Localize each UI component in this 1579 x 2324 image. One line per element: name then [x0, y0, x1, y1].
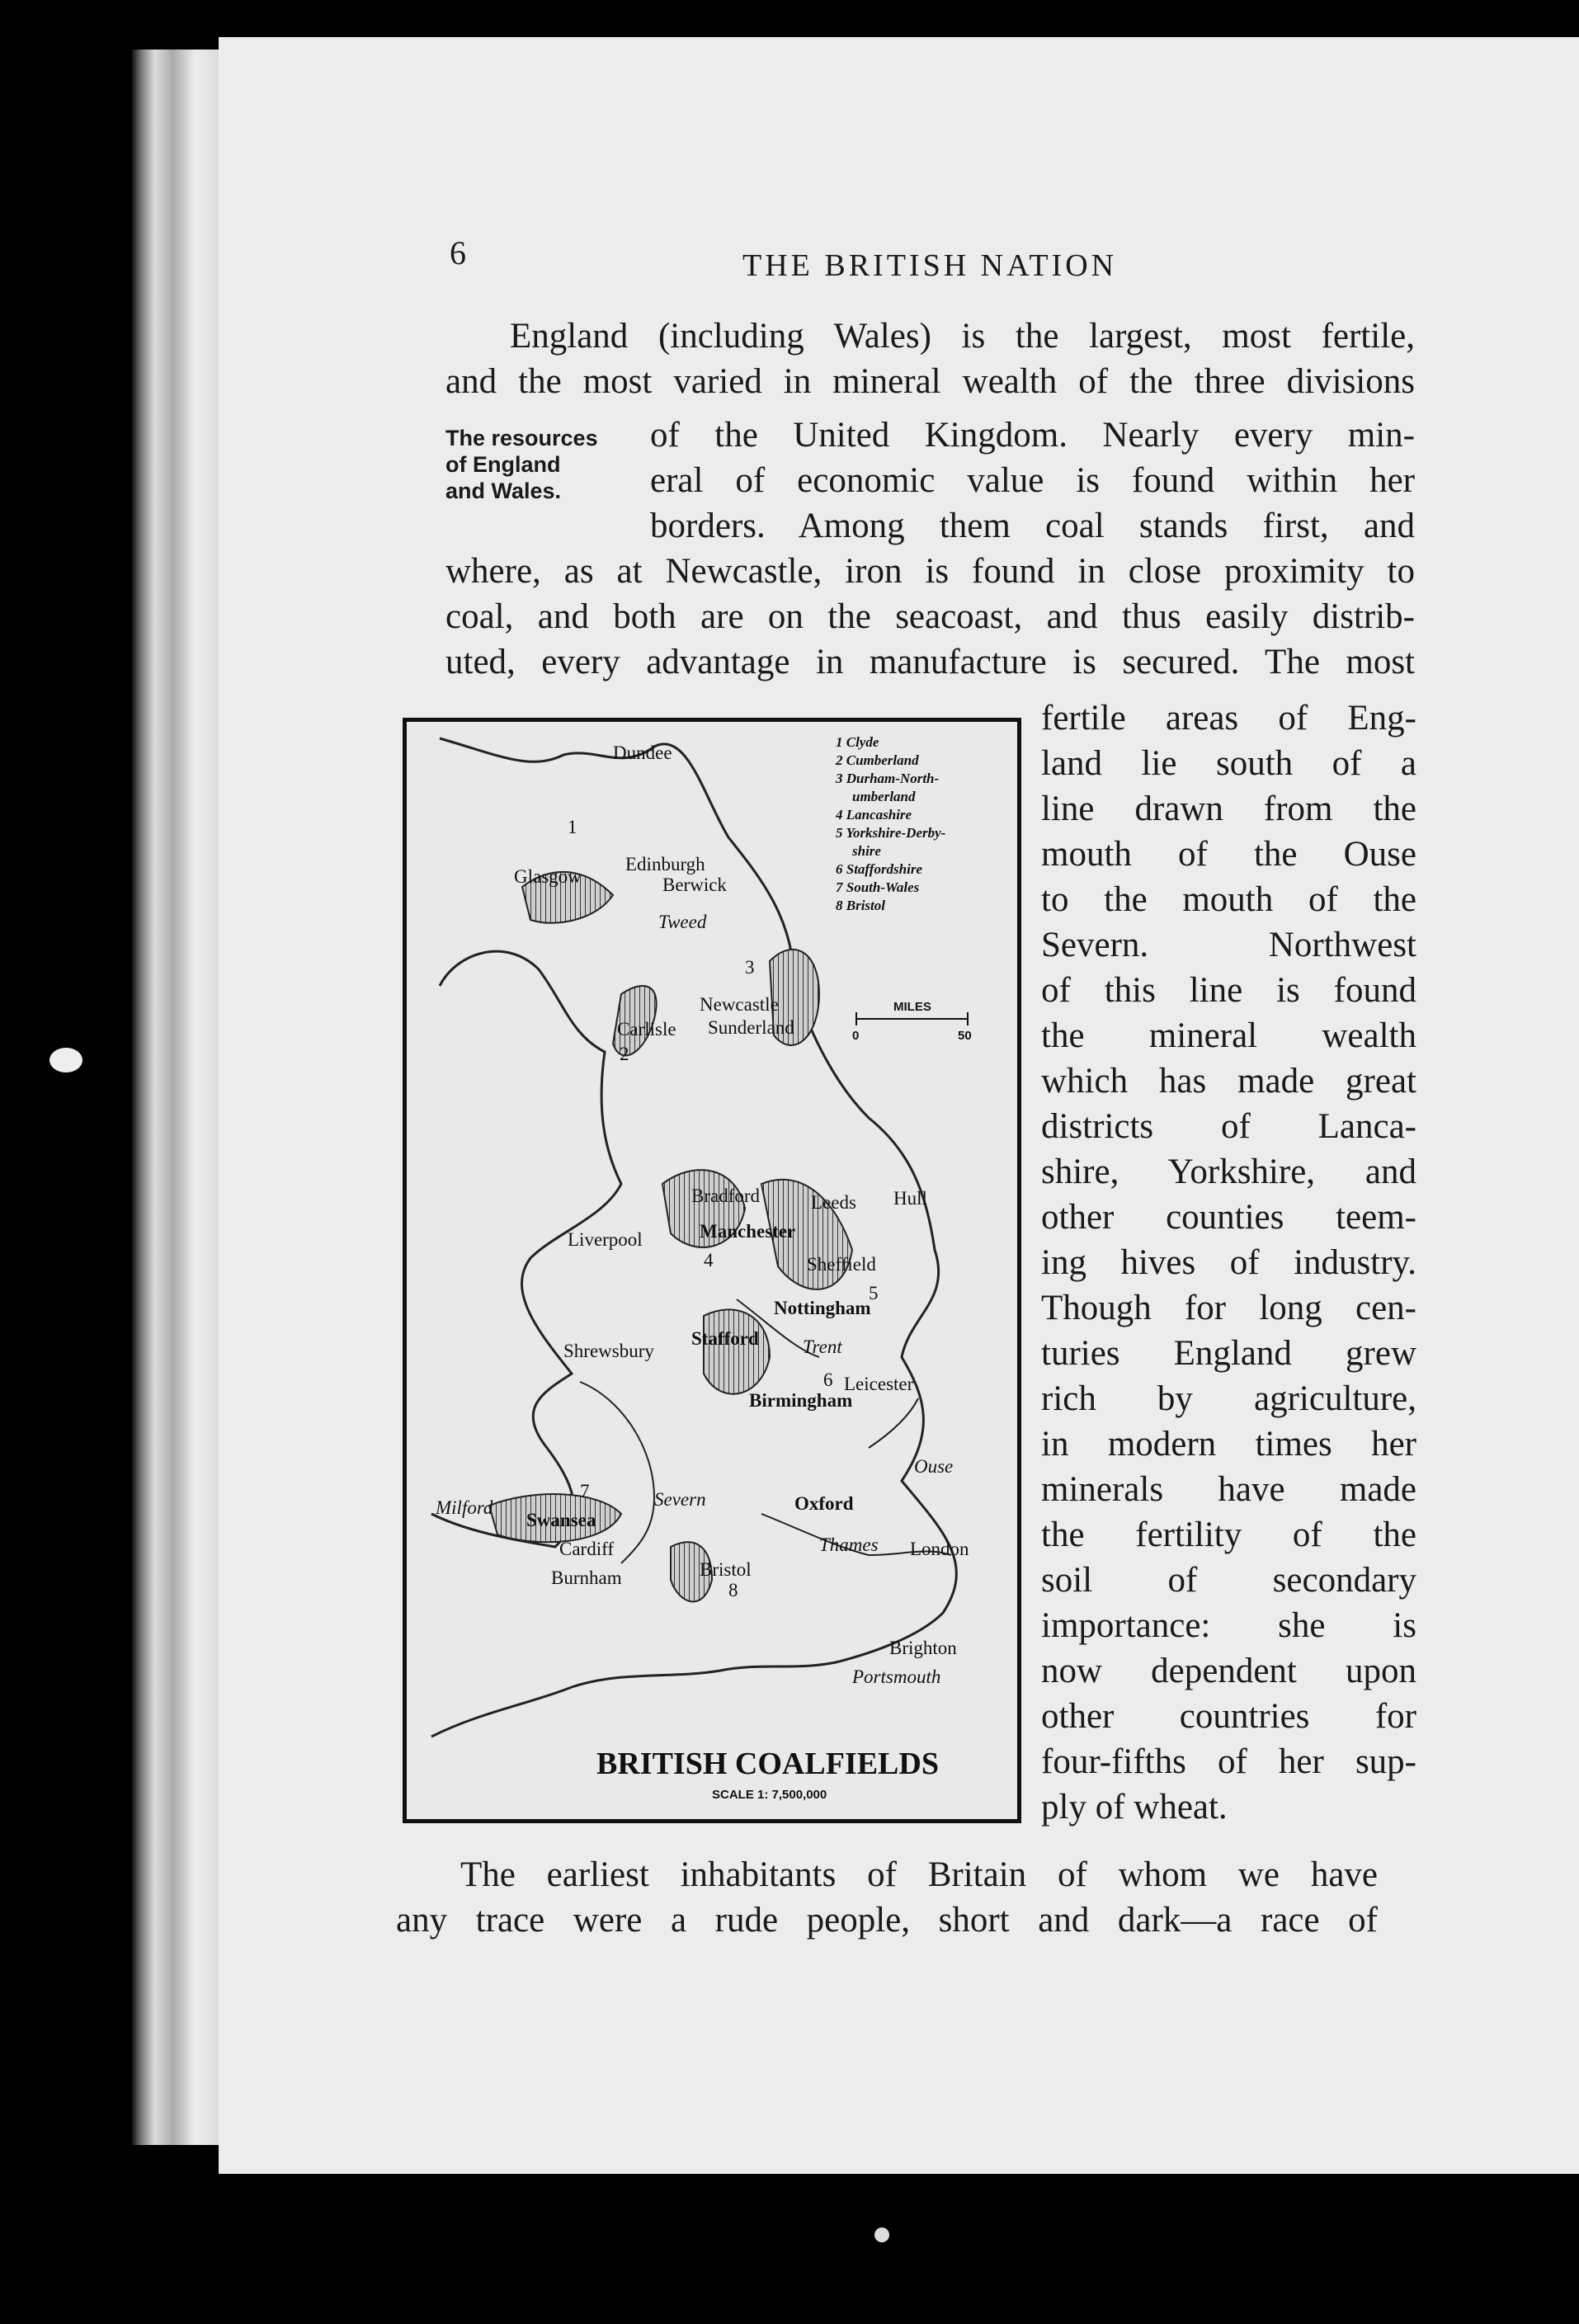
- field-number: 7: [580, 1481, 590, 1501]
- text-line: soil of secondary: [1041, 1561, 1416, 1600]
- text-line: uted, every advantage in manufacture is secured. The most: [445, 643, 1415, 681]
- place-label: Milford: [436, 1497, 493, 1518]
- text-line: minerals have made: [1041, 1470, 1416, 1509]
- text-line: land lie south of a: [1041, 744, 1416, 783]
- sidenote-line: and Wales.: [445, 478, 562, 503]
- text-line: any trace were a rude people, short and dark—a race of: [396, 1901, 1378, 1940]
- text-line: Severn. Northwest: [1041, 926, 1416, 964]
- text-line: coal, and both are on the seacoast, and thus easily distrib-: [445, 597, 1415, 636]
- text-line: Though for long cen-: [1041, 1289, 1416, 1327]
- paragraph-1-indented: [650, 412, 1415, 549]
- text-line: mouth of the Ouse: [1041, 835, 1416, 874]
- paragraph-1: [445, 313, 1415, 404]
- text-line: rich by agriculture,: [1041, 1379, 1416, 1418]
- text-line: in modern times her: [1041, 1425, 1416, 1464]
- sidenote-line: The resources: [445, 426, 598, 450]
- sidenote-line: of England: [445, 452, 561, 477]
- field-number: 1: [568, 817, 577, 837]
- legend-item: umberland: [852, 789, 916, 804]
- place-label: Newcastle: [700, 994, 779, 1015]
- place-label: Dundee: [613, 742, 672, 763]
- text-line: fertile areas of Eng-: [1041, 699, 1416, 738]
- place-label: Hull: [893, 1188, 927, 1209]
- legend-item: 7 South-Wales: [836, 879, 920, 895]
- place-label: Berwick: [662, 874, 727, 895]
- text-line: England (including Wales) is the largest, most fertile,: [510, 317, 1415, 356]
- place-label: Thames: [819, 1534, 879, 1555]
- place-label: Carlisle: [617, 1019, 676, 1039]
- map-title: BRITISH COALFIELDS: [596, 1747, 939, 1781]
- sidenote: [445, 425, 598, 504]
- place-label: Nottingham: [774, 1298, 871, 1318]
- place-label: Leeds: [811, 1192, 856, 1213]
- place-label: Birmingham: [749, 1390, 853, 1411]
- text-line: the fertility of the: [1041, 1516, 1416, 1554]
- place-label: Shrewsbury: [563, 1341, 654, 1361]
- scale-bar-end: 50: [958, 1029, 972, 1043]
- scan-artifact: [874, 2227, 889, 2242]
- field-number: 2: [620, 1044, 629, 1064]
- place-label: Glasgow: [514, 866, 582, 887]
- place-label: Trent: [803, 1336, 842, 1357]
- text-line: eral of economic value is found within her: [650, 461, 1415, 500]
- legend-item: 4 Lancashire: [836, 807, 912, 823]
- text-line: the mineral wealth: [1041, 1016, 1416, 1055]
- place-label: Cardiff: [559, 1539, 615, 1559]
- place-label: Manchester: [700, 1221, 796, 1242]
- field-number: 6: [823, 1369, 833, 1390]
- paragraph-1-full: [445, 549, 1415, 685]
- legend-item: shire: [852, 843, 881, 859]
- legend-item: 1 Clyde: [836, 734, 879, 750]
- map-drawing: [407, 722, 1017, 1819]
- text-line: districts of Lanca-: [1041, 1107, 1416, 1146]
- text-line: other counties teem-: [1041, 1198, 1416, 1237]
- paragraph-2: [396, 1852, 1378, 1943]
- text-line: ply of wheat.: [1041, 1788, 1228, 1827]
- place-label: Portsmouth: [852, 1666, 941, 1687]
- text-line: line drawn from the: [1041, 790, 1416, 828]
- river-ouse: [869, 1398, 918, 1448]
- place-label: Stafford: [691, 1328, 759, 1349]
- place-label: London: [910, 1539, 969, 1559]
- place-label: Sunderland: [708, 1017, 794, 1038]
- field-number: 5: [869, 1283, 879, 1303]
- place-label: Leicester: [844, 1374, 914, 1394]
- place-label: Brighton: [889, 1638, 957, 1658]
- text-line: where, as at Newcastle, iron is found in close proximity to: [445, 552, 1415, 591]
- page-number: 6: [450, 234, 466, 271]
- place-label: Oxford: [794, 1493, 854, 1514]
- legend-item: 6 Staffordshire: [836, 861, 923, 877]
- text-line: other countries for: [1041, 1697, 1416, 1736]
- book-spine: [132, 49, 223, 2145]
- scale-bar-label: MILES: [893, 1000, 931, 1014]
- right-column-text: [1041, 695, 1416, 1830]
- map-scale: SCALE 1: 7,500,000: [712, 1788, 827, 1802]
- legend-item: 2 Cumberland: [836, 752, 919, 768]
- coalfields-map: [403, 718, 1021, 1823]
- coalfield-staffordshire: [704, 1309, 770, 1393]
- text-line: which has made great: [1041, 1062, 1416, 1101]
- field-number: 3: [745, 957, 755, 978]
- place-label: Sheffield: [807, 1254, 876, 1275]
- scale-bar-start: 0: [852, 1029, 860, 1043]
- text-line: to the mouth of the: [1041, 880, 1416, 919]
- place-label: Liverpool: [568, 1229, 643, 1250]
- place-label: Bradford: [691, 1186, 761, 1206]
- text-line: importance: she is: [1041, 1606, 1416, 1645]
- text-line: turies England grew: [1041, 1334, 1416, 1373]
- text-line: now dependent upon: [1041, 1652, 1416, 1690]
- place-label: Bristol: [700, 1559, 752, 1580]
- text-line: The earliest inhabitants of Britain of whom we have: [460, 1855, 1378, 1894]
- place-label: Tweed: [658, 912, 707, 932]
- text-line: ing hives of industry.: [1041, 1243, 1416, 1282]
- scan-artifact: [49, 1048, 82, 1072]
- field-number: 8: [728, 1580, 738, 1600]
- text-line: four-fifths of her sup-: [1041, 1742, 1416, 1781]
- text-line: borders. Among them coal stands first, and: [650, 507, 1415, 545]
- text-line: shire, Yorkshire, and: [1041, 1153, 1416, 1191]
- place-label: Severn: [654, 1489, 706, 1510]
- running-head: THE BRITISH NATION: [742, 248, 1118, 283]
- legend-item: 8 Bristol: [836, 898, 885, 913]
- field-number: 4: [704, 1250, 714, 1270]
- legend-item: 5 Yorkshire-Derby-: [836, 825, 946, 841]
- place-label: Burnham: [551, 1567, 622, 1588]
- text-line: and the most varied in mineral wealth of the three divisions: [445, 362, 1415, 401]
- legend-item: 3 Durham-North-: [836, 771, 940, 786]
- text-line: of this line is found: [1041, 971, 1416, 1010]
- place-label: Swansea: [526, 1510, 596, 1530]
- place-label: Ouse: [914, 1456, 954, 1477]
- place-label: Edinburgh: [625, 854, 705, 874]
- text-line: of the United Kingdom. Nearly every min-: [650, 416, 1415, 455]
